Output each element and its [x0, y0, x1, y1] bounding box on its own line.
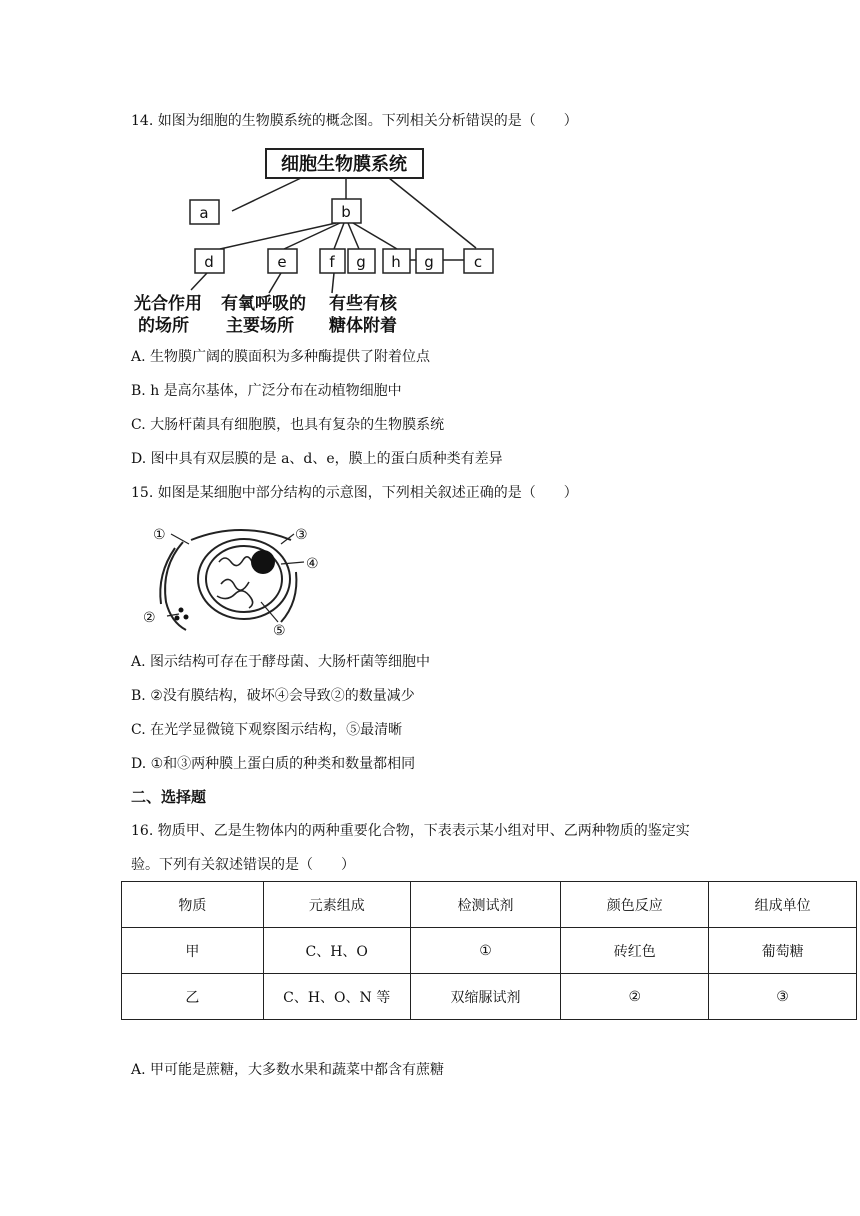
diagram-root-label: 细胞生物膜系统: [281, 154, 407, 175]
q15-option-a: A. 图示结构可存在于酵母菌、大肠杆菌等细胞中: [131, 654, 431, 670]
table-cell: ②: [561, 974, 709, 1020]
caption-d-line2: 的场所: [138, 316, 189, 336]
table-header-cell: 颜色反应: [561, 882, 709, 928]
q16-stem-line1: 16. 物质甲、乙是生物体内的两种重要化合物，下表表示某小组对甲、乙两种物质的鉴定实: [131, 823, 690, 839]
q14-option-a: A. 生物膜广阔的膜面积为多种酶提供了附着位点: [131, 349, 431, 365]
q15-option-c: C. 在光学显微镜下观察图示结构，⑤最清晰: [131, 722, 403, 738]
box-h-label: h: [391, 253, 401, 271]
table-header-row: [122, 882, 857, 928]
q16-stem-line2: 验。下列有关叙述错误的是（ ）: [131, 857, 355, 873]
table-header-cell: 组成单位: [709, 882, 857, 928]
box-c-label: c: [473, 253, 483, 271]
caption-d-line1: 光合作用: [134, 294, 202, 314]
table-cell: C、H、O、N 等: [263, 974, 410, 1020]
table-row: [122, 974, 857, 1020]
label-2: ②: [143, 610, 156, 626]
table-cell: 葡萄糖: [709, 928, 857, 974]
identification-table: [121, 881, 857, 1020]
q14-option-c: C. 大肠杆菌具有细胞膜，也具有复杂的生物膜系统: [131, 417, 445, 433]
table-header-cell: 元素组成: [263, 882, 410, 928]
table-cell: ③: [709, 974, 857, 1020]
box-g2-label: g: [424, 253, 434, 271]
table-cell: 砖红色: [561, 928, 709, 974]
cell-structure-diagram: [131, 522, 331, 640]
q14-stem: 14. 如图为细胞的生物膜系统的概念图。下列相关分析错误的是（ ）: [131, 113, 578, 129]
caption-e-line2: 主要场所: [226, 316, 294, 336]
caption-f-line1: 有些有核: [329, 294, 397, 314]
box-f-label: f: [329, 253, 335, 271]
table-cell: 甲: [122, 928, 264, 974]
box-b-label: b: [341, 203, 351, 221]
section-heading: 二、选择题: [131, 788, 207, 806]
label-4: ④: [306, 556, 319, 572]
table-cell: ①: [410, 928, 561, 974]
box-g1-label: g: [356, 253, 366, 271]
table-header-cell: 物质: [122, 882, 264, 928]
q16-option-a: A. 甲可能是蔗糖，大多数水果和蔬菜中都含有蔗糖: [131, 1062, 445, 1078]
table-header-cell: 检测试剂: [410, 882, 561, 928]
q15-stem: 15. 如图是某细胞中部分结构的示意图，下列相关叙述正确的是（ ）: [131, 485, 578, 501]
table-cell: C、H、O: [263, 928, 410, 974]
table-cell: 双缩脲试剂: [410, 974, 561, 1020]
q15-option-d: D. ①和③两种膜上蛋白质的种类和数量都相同: [131, 756, 416, 772]
box-d-label: d: [204, 253, 214, 271]
caption-e-line1: 有氧呼吸的: [221, 294, 306, 314]
biomembrane-concept-diagram: [131, 143, 511, 343]
table-cell: 乙: [122, 974, 264, 1020]
q14-option-b: B. h 是高尔基体，广泛分布在动植物细胞中: [131, 383, 402, 399]
box-e-label: e: [277, 253, 287, 271]
label-5: ⑤: [273, 623, 286, 639]
table-row: [122, 928, 857, 974]
label-3: ③: [295, 527, 308, 543]
box-a-label: a: [199, 204, 209, 222]
q15-option-b: B. ②没有膜结构，破坏④会导致②的数量减少: [131, 688, 415, 704]
q14-option-d: D. 图中具有双层膜的是 a、d、e，膜上的蛋白质种类有差异: [131, 451, 503, 467]
label-1: ①: [153, 527, 166, 543]
caption-f-line2: 糖体附着: [329, 316, 397, 336]
